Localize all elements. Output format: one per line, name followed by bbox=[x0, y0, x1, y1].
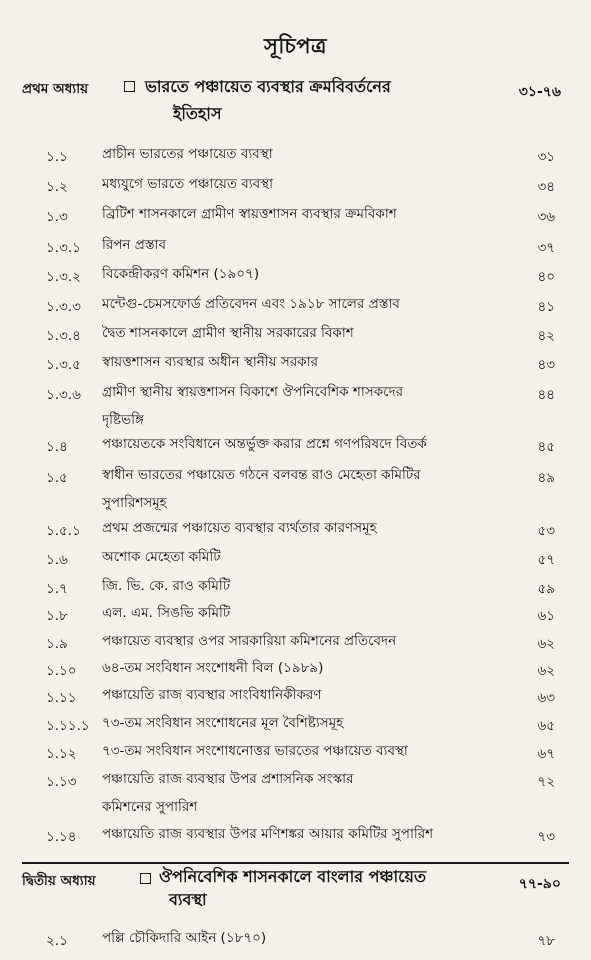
entry-number: ১.১৩ bbox=[46, 774, 77, 790]
chapter-2-header bbox=[22, 867, 569, 918]
entry-page: ৩১ bbox=[537, 149, 555, 165]
entry-page: ৫৯ bbox=[537, 581, 555, 597]
entry-number: ১.১৪ bbox=[46, 829, 77, 845]
entry-title: পঞ্চায়েত ব্যবস্থার ওপর সারকারিয়া কমিশনের প্রতিবেদন bbox=[102, 633, 397, 649]
entry-number: ১.৫ bbox=[46, 470, 68, 486]
entry-number: ১.৩ bbox=[46, 209, 68, 225]
chapter-1-label: প্রথম অধ্যায় bbox=[22, 81, 89, 97]
entry-title-line: পঞ্চায়েতি রাজ ব্যবস্থার উপর প্রশাসনিক সংস্কার bbox=[102, 771, 354, 787]
entry-page: ৩৭ bbox=[537, 240, 555, 256]
entry-number: ১.৩.৩ bbox=[46, 299, 81, 315]
chapter-2-pages: ৭৭-৯০ bbox=[518, 876, 561, 892]
entry-page: ৬৫ bbox=[537, 718, 555, 734]
entry-title: মন্টেগু-চেমসফোর্ড প্রতিবেদন এবং ১৯১৮ সালের প্রস্তাব bbox=[102, 296, 400, 312]
entry-page: ৬১ bbox=[537, 608, 555, 624]
entry-title-line: সুপারিশসমূহ bbox=[102, 495, 167, 511]
entry-number: ১.৯ bbox=[46, 636, 68, 652]
entry-title: এল. এম. সিঙভি কমিটি bbox=[102, 605, 231, 621]
entry-title: স্বায়ত্তশাসন ব্যবস্থার অধীন স্থানীয় সরকার bbox=[102, 354, 319, 370]
entry-title bbox=[102, 765, 482, 821]
entry-number: ১.১১ bbox=[46, 690, 77, 706]
entry-page: ৪৪ bbox=[537, 387, 555, 403]
chapter-title-line: ভারতে পঞ্চায়েত ব্যবস্থার ক্রমবিবর্তনের bbox=[145, 77, 391, 96]
entry-number: ২.১ bbox=[46, 933, 68, 949]
entry-number: ১.৩.১ bbox=[46, 240, 81, 256]
entry-number: ১.৬ bbox=[46, 552, 68, 568]
entry-title: পঞ্চায়েতকে সংবিধানে অন্তর্ভুক্ত করার প্রশ্নে গণপরিষদে বিতর্ক bbox=[102, 436, 427, 452]
entry-title: বিকেন্দ্রীকরণ কমিশন (১৯০৭) bbox=[102, 266, 260, 282]
chapter-1-title bbox=[145, 73, 391, 127]
entry-page: ৪৩ bbox=[537, 357, 555, 373]
entry-page: ৪২ bbox=[537, 328, 555, 344]
entry-page: ৪৯ bbox=[537, 470, 555, 486]
entry-title: ৭৩-তম সংবিধান সংশোধনোত্তর ভারতের পঞ্চায়েত ব্যবস্থা bbox=[102, 743, 408, 759]
entry-number: ১.১ bbox=[46, 149, 68, 165]
entry-title: ৬৪-তম সংবিধান সংশোধনী বিল (১৯৮৯) bbox=[102, 660, 324, 676]
chapter-1-pages: ৩১-৭৬ bbox=[518, 84, 561, 100]
entry-page: ৭৮ bbox=[537, 933, 555, 949]
entry-title: জি. ভি. কে. রাও কমিটি bbox=[102, 578, 231, 594]
entry-title: দ্বৈত শাসনকালে গ্রামীণ স্থানীয় সরকারের বিকাশ bbox=[102, 325, 354, 341]
entry-title-line: দৃষ্টিভঙ্গি bbox=[102, 412, 144, 428]
entry-number: ১.৪ bbox=[46, 439, 68, 455]
entry-title: অশোক মেহেতা কমিটি bbox=[102, 549, 221, 565]
entry-number: ১.৮ bbox=[46, 608, 68, 624]
entry-page: ৫৩ bbox=[537, 523, 555, 539]
entry-number: ১.১২ bbox=[46, 746, 77, 762]
entry-number: ১.৭ bbox=[46, 581, 68, 597]
page-title: সূচিপত্র bbox=[264, 34, 327, 58]
entry-page: ৫৭ bbox=[537, 552, 555, 568]
entry-page: ৬২ bbox=[537, 663, 555, 679]
entry-title-line: কমিশনের সুপারিশ bbox=[102, 799, 198, 815]
entry-title: প্রাচীন ভারতের পঞ্চায়েত ব্যবস্থা bbox=[102, 146, 273, 162]
entry-page: ৬৩ bbox=[537, 690, 555, 706]
entry-title bbox=[102, 461, 482, 517]
entry-number: ১.৩.৪ bbox=[46, 328, 81, 344]
entry-number: ১.১১.১ bbox=[46, 718, 90, 734]
entry-number: ১.৩.২ bbox=[46, 269, 81, 285]
chapter-1-header bbox=[22, 78, 569, 134]
entry-page: ৩৬ bbox=[537, 209, 555, 225]
chapter-title-line: ইতিহাস bbox=[173, 104, 222, 123]
entry-number: ১.৫.১ bbox=[46, 523, 81, 539]
entry-number: ১.৩.৫ bbox=[46, 357, 81, 373]
chapter-title-line: ঔপনিবেশিক শাসনকালে বাংলার পঞ্চায়েত bbox=[159, 867, 426, 886]
section-divider bbox=[22, 862, 569, 864]
entry-title: ব্রিটিশ শাসনকালে গ্রামীণ স্বায়ত্তশাসন ব্যবস্থার ক্রমবিকাশ bbox=[102, 206, 397, 222]
entry-page: ৭৩ bbox=[537, 829, 555, 845]
entry-title: মধ্যযুগে ভারতে পঞ্চায়েত ব্যবস্থা bbox=[102, 176, 274, 192]
entry-title: ৭৩-তম সংবিধান সংশোধনের মূল বৈশিষ্ট্যসমূহ bbox=[102, 715, 344, 731]
entry-title-line: স্বাধীন ভারতের পঞ্চায়েত গঠনে বলবন্ত রাও মেহেতা কমিটির bbox=[102, 467, 421, 483]
entry-page: ৩৪ bbox=[537, 179, 555, 195]
chapter-title-line: ব্যবস্থা bbox=[169, 890, 207, 909]
entry-page: ৪০ bbox=[537, 269, 555, 285]
checkbox-square-icon bbox=[124, 81, 135, 92]
entry-title bbox=[102, 378, 482, 434]
entry-title-line: গ্রামীণ স্থানীয় স্বায়ত্তশাসন বিকাশে ঔপনিবেশিক শাসকদের bbox=[102, 384, 404, 400]
entry-page: ৬৭ bbox=[537, 746, 555, 762]
checkbox-square-icon bbox=[140, 873, 151, 884]
entry-page: ৬২ bbox=[537, 636, 555, 652]
entry-number: ১.২ bbox=[46, 179, 68, 195]
entry-page: ৪৫ bbox=[537, 439, 555, 455]
entry-number: ১.১০ bbox=[46, 663, 77, 679]
entry-title: প্রথম প্রজন্মের পঞ্চায়েত ব্যবস্থার ব্যর্থতার কারণসমূহ bbox=[102, 520, 377, 536]
entry-title: পঞ্চায়েতি রাজ ব্যবস্থার সাংবিধানিকীকরণ bbox=[102, 687, 322, 703]
chapter-2-title bbox=[159, 865, 426, 911]
entry-page: ৭২ bbox=[537, 774, 555, 790]
entry-title: পল্লি চৌকিদারি আইন (১৮৭০) bbox=[102, 930, 267, 946]
entry-title: পঞ্চায়েতি রাজ ব্যবস্থার উপর মণিশঙ্কর আয়ার কমিটির সুপারিশ bbox=[102, 826, 434, 842]
entry-title: রিপন প্রস্তাব bbox=[102, 237, 167, 253]
entry-page: ৪১ bbox=[537, 299, 555, 315]
entry-number: ১.৩.৬ bbox=[46, 387, 81, 403]
chapter-2-label: দ্বিতীয় অধ্যায় bbox=[22, 873, 96, 889]
